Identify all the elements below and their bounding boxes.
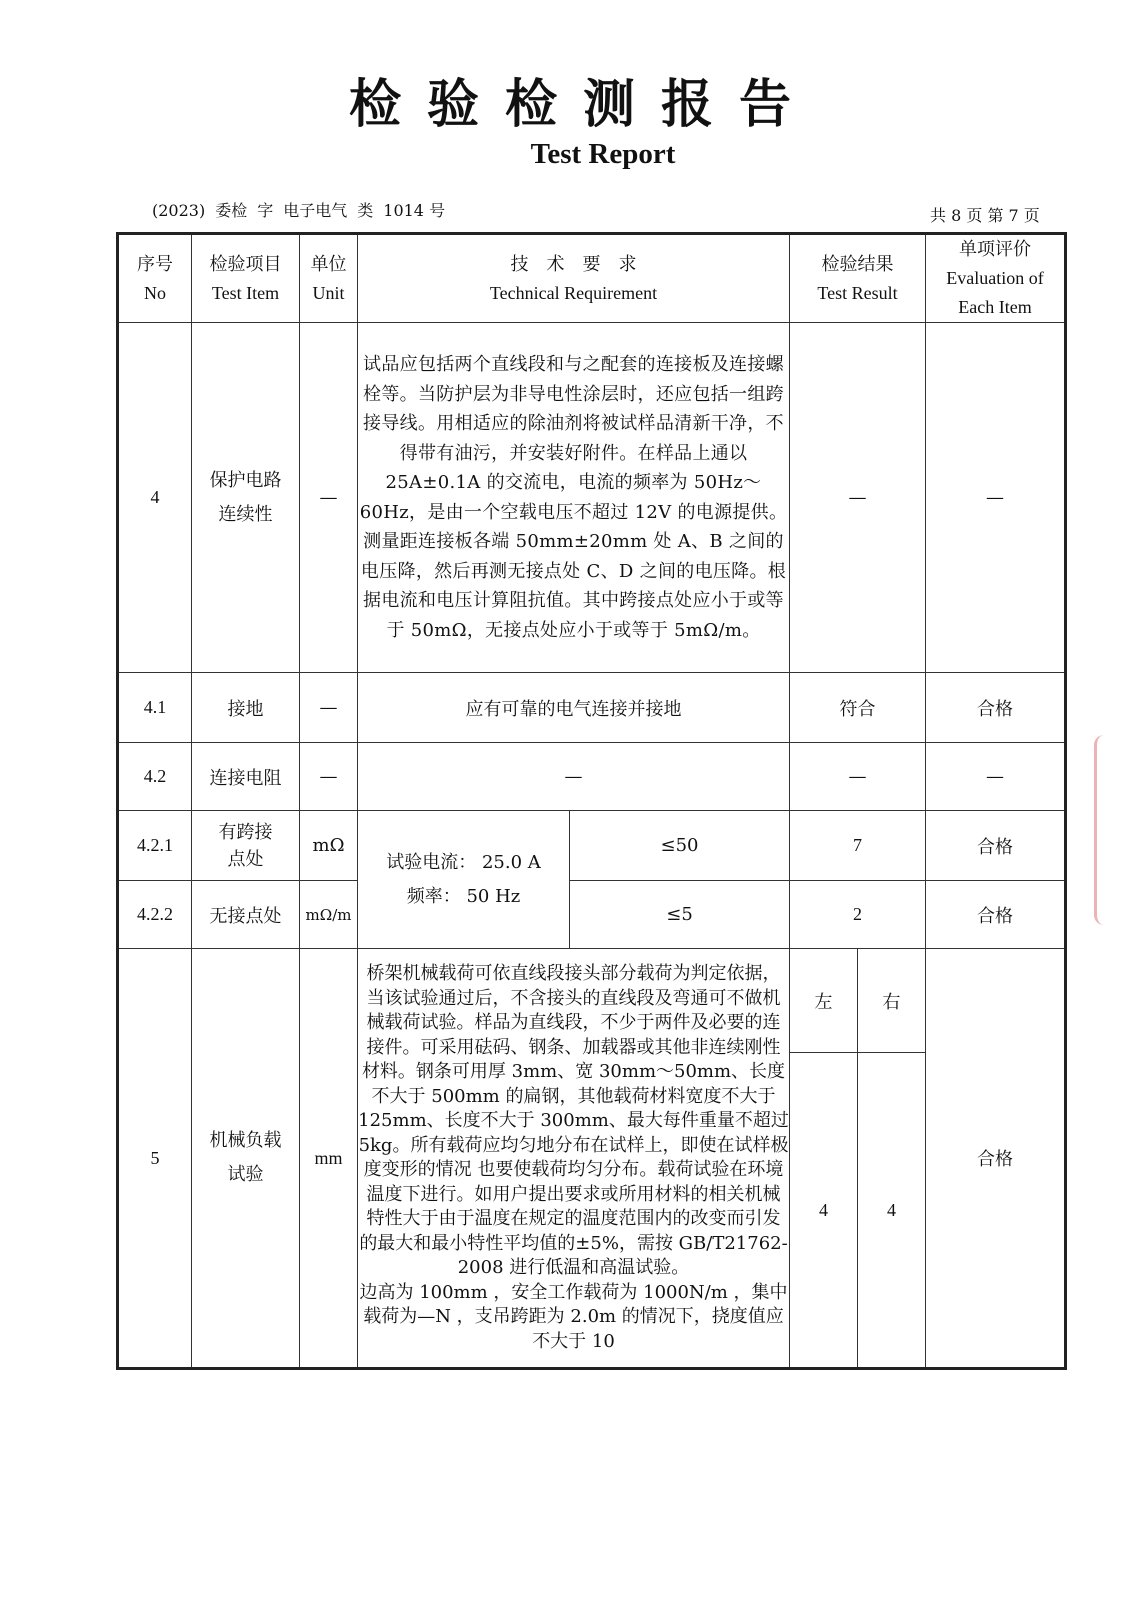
row-evaluation: 合格 [926, 949, 1066, 1369]
row-unit: mΩ [300, 811, 358, 881]
document-number [152, 198, 455, 221]
row-unit: — [300, 743, 358, 811]
test-condition [358, 811, 570, 949]
report-title-en: Test Report [530, 138, 676, 170]
row-requirement: 应有可靠的电气连接并接地 [358, 673, 790, 743]
table-row [118, 881, 1066, 949]
header-test-result: 检验结果 Test Result [790, 234, 926, 323]
table-row [118, 673, 1066, 743]
result-left-value: 4 [790, 1053, 858, 1369]
row-no: 4.2.1 [118, 811, 192, 881]
result-left-label: 左 [790, 949, 858, 1053]
table-row [118, 743, 1066, 811]
row-requirement: — [358, 743, 790, 811]
row-requirement [358, 949, 790, 1369]
row-evaluation: 合格 [926, 673, 1066, 743]
row-evaluation: — [926, 743, 1066, 811]
row-limit: ≤5 [570, 881, 790, 949]
doc-year: (2023) [152, 201, 206, 220]
row-unit: mm [300, 949, 358, 1369]
result-right-label: 右 [858, 949, 926, 1053]
row-test-item: 连接电阻 [192, 743, 300, 811]
doc-part5: 1014 号 [383, 201, 446, 220]
row-evaluation: — [926, 323, 1066, 673]
row-unit: — [300, 673, 358, 743]
table-row [118, 811, 1066, 881]
row-no: 4.2.2 [118, 881, 192, 949]
doc-part1: 委检 [215, 201, 248, 220]
doc-part3: 电子电气 [283, 201, 348, 220]
row-result: 符合 [790, 673, 926, 743]
row-no: 5 [118, 949, 192, 1369]
row-limit: ≤50 [570, 811, 790, 881]
row-requirement: 试品应包括两个直线段和与之配套的连接板及连接螺栓等。当防护层为非导电性涂层时，还应包括一组跨接导线。用相适应的除油剂将被试样品清新干净，不得带有油污，并安装好附件。在样品上通以 25A±0.1A 的交流电，电流的频率为 50Hz～60Hz，是由一个空载电压不超过 12V 的电源提供。测量距连接板各端 50mm±20mm 处 A、B 之间的电压降，然后再测无接点处 C、D 之间的电压降。根据电流和电压计算阻抗值。其中跨接点处应小于或等于 50mΩ，无接点处应小于或等于 5mΩ/m。 [358, 323, 790, 673]
page-info: 共 8 页 第 7 页 [930, 206, 1040, 225]
report-title-zh: 检验检测报告 [348, 74, 817, 135]
row-test-item: 有跨接 点处 [192, 811, 300, 881]
test-frequency: 频率： 50 Hz [406, 885, 521, 907]
row-no: 4.2 [118, 743, 192, 811]
header-no: 序号 No [118, 234, 192, 323]
result-right-value: 4 [858, 1053, 926, 1369]
requirement-paragraph: 边高为 100mm ，安全工作载荷为 1000N/m ，集中载荷为—N ，支吊跨距为 2.0m 的情况下，挠度值应不大于 10 [359, 1281, 788, 1352]
row-unit: — [300, 323, 358, 673]
row-test-item: 机械负载 试验 [192, 949, 300, 1369]
row-no: 4.1 [118, 673, 192, 743]
row-unit: mΩ/m [300, 881, 358, 949]
header-test-item: 检验项目 Test Item [192, 234, 300, 323]
header-evaluation: 单项评价 Evaluation of Each Item [926, 234, 1066, 323]
row-result: — [790, 323, 926, 673]
row-test-item: 无接点处 [192, 881, 300, 949]
row-evaluation: 合格 [926, 811, 1066, 881]
row-result: — [790, 743, 926, 811]
test-report-table [116, 232, 1067, 1370]
row-result: 7 [790, 811, 926, 881]
header-unit: 单位 Unit [300, 234, 358, 323]
doc-part2: 字 [257, 201, 274, 220]
row-no: 4 [118, 323, 192, 673]
header-row [118, 234, 1066, 323]
table-row [118, 323, 1066, 673]
requirement-paragraph: 桥架机械载荷可依直线段接头部分载荷为判定依据，当该试验通过后，不含接头的直线段及弯通可不做机械载荷试验。样品为直线段，不少于两件及必要的连接件。可采用砝码、钢条、加载器或其他非连续刚性材料。钢条可用厚 3mm、宽 30mm～50mm、长度不大于 500mm 的扁钢，其他载荷材料宽度不大于 125mm、长度不大于 300mm、最大每件重量不超过 5kg。所有载荷应均匀地分布在试样上，即使在试样极度变形的情况 也要使载荷均匀分布。载荷试验在环境温度下进行。如用户提出要求或所用材料的相关机械特性大于由于温度在规定的温度范围内的改变而引发的最大和最小特性平均值的±5%，需按 GB/T21762-2008 进行低温和高温试验。 [358, 963, 789, 1278]
test-current: 试验电流： 25.0 A [386, 851, 541, 873]
row-result: 2 [790, 881, 926, 949]
doc-part4: 类 [357, 201, 374, 220]
row-evaluation: 合格 [926, 881, 1066, 949]
header-technical-requirement: 技 术 要 求 Technical Requirement [358, 234, 790, 323]
table-row [118, 949, 1066, 1053]
row-test-item: 保护电路 连续性 [192, 323, 300, 673]
seal-stamp-edge [1094, 735, 1127, 925]
row-test-item: 接地 [192, 673, 300, 743]
